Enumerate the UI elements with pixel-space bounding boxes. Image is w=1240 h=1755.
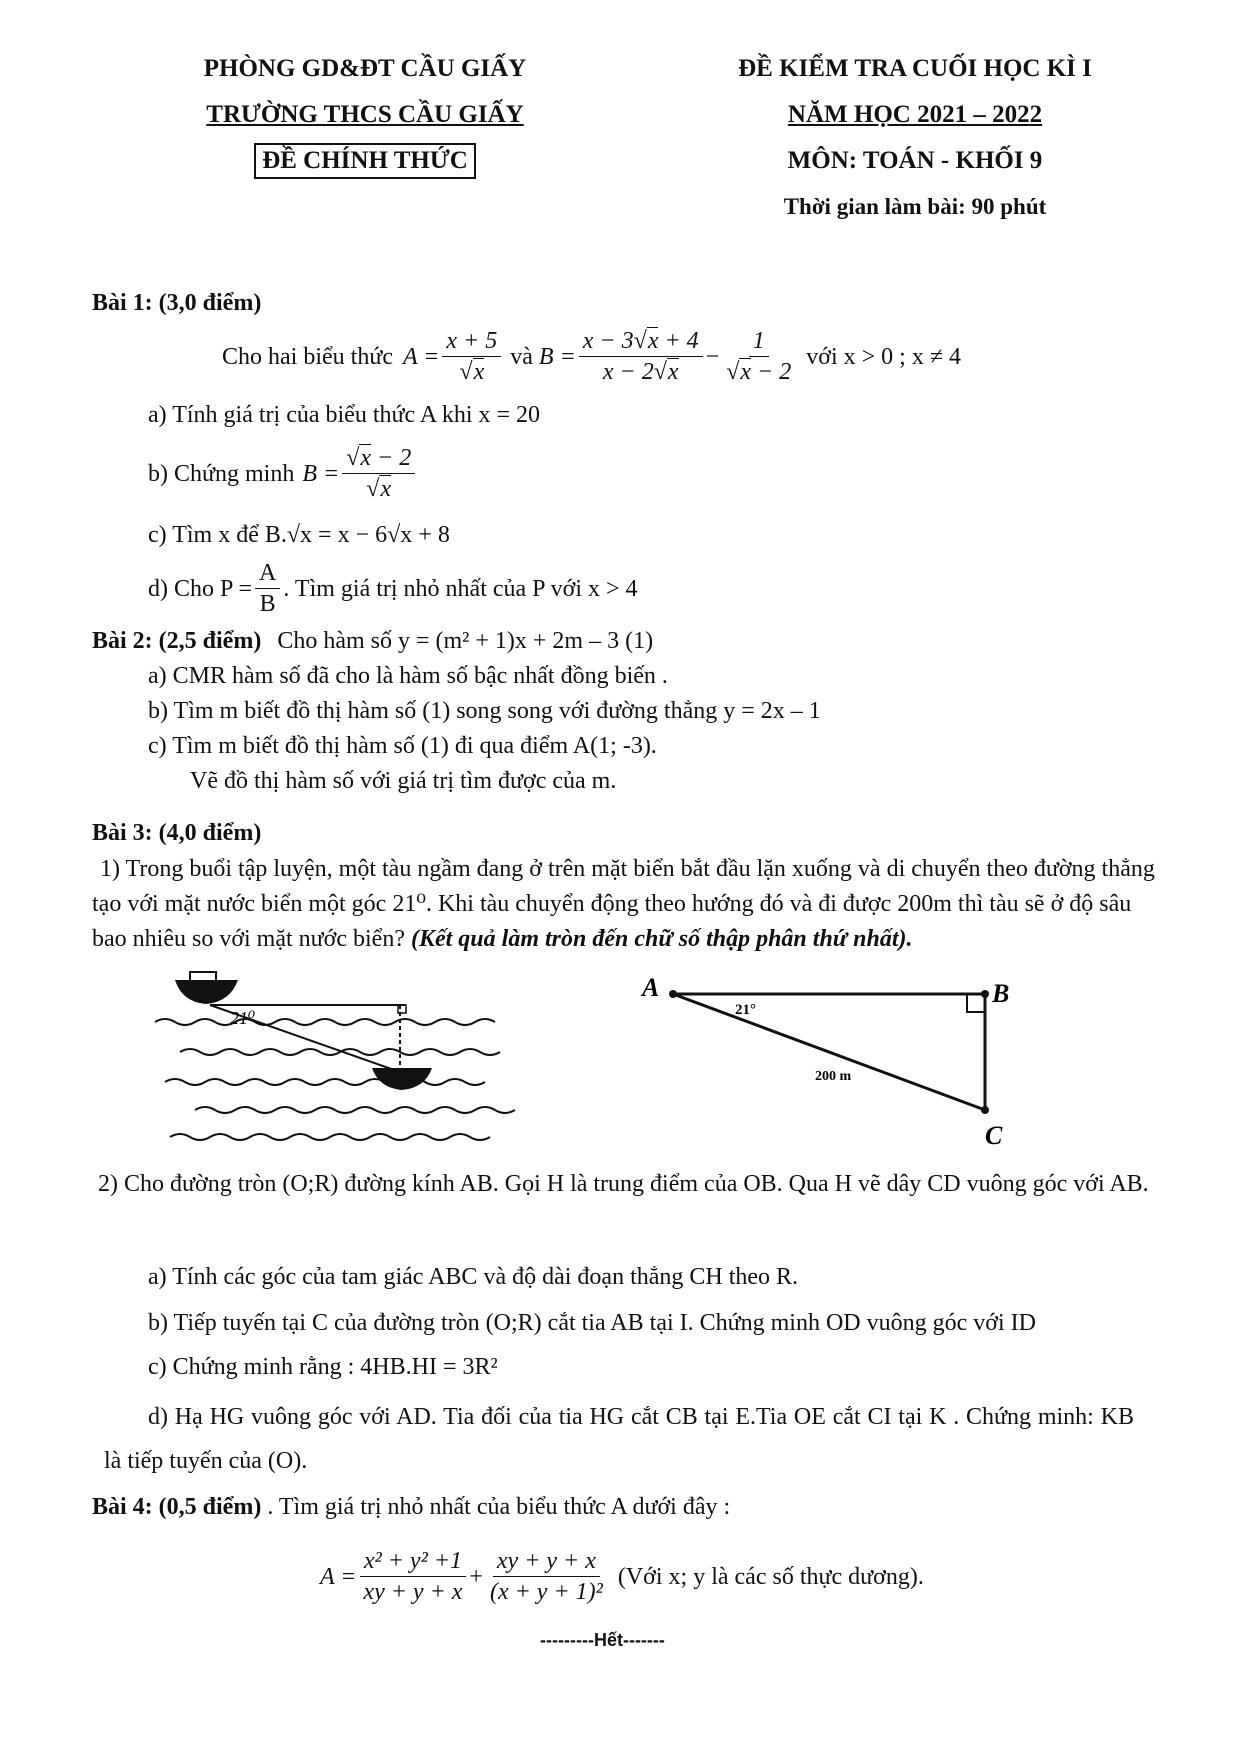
dept-name: PHÒNG GD&ĐT CẦU GIẤY xyxy=(203,55,527,82)
segment-ac xyxy=(673,994,985,1110)
bai1-intro: Cho hai biểu thức xyxy=(222,343,393,370)
official-label: ĐỀ CHÍNH THỨC xyxy=(254,143,476,179)
bai4-expression: A = $\frac{\text{x² + y² +1}}{xy + y + x}$ + $\frac{xy + y + x}{\text{(x + y + 1)²}}$ (Với x; y là các số thực dương). xyxy=(320,1548,924,1605)
bai2-b: b) Tìm m biết đồ thị hàm số (1) song song với đường thẳng y = 2x – 1 xyxy=(148,698,821,724)
bai1-d-suffix: . Tìm giá trị nhỏ nhất của P với x > 4 xyxy=(283,575,638,602)
bai3-p1-note: (Kết quả làm tròn đến chữ số thập phân thứ nhất). xyxy=(410,926,913,952)
bai1-c: c) Tìm x để B.√x = x − 6√x + 8 xyxy=(148,522,450,548)
bai3-p2-c: c) Chứng minh rằng : 4HB.HI = 3R² xyxy=(148,1354,498,1380)
bai4-intro: . Tìm giá trị nhỏ nhất của biểu thức A dưới đây : xyxy=(267,1494,731,1520)
bai1-and: và xyxy=(510,343,533,370)
bai1-b-prefix: b) Chứng minh xyxy=(148,460,295,487)
bai4-line xyxy=(92,1492,730,1522)
point-a xyxy=(669,990,677,998)
bai2-line xyxy=(92,626,653,656)
wave-lines xyxy=(155,1019,515,1140)
label-a: A xyxy=(642,973,660,1002)
bai1-d-prefix: d) Cho P = xyxy=(148,575,252,602)
triangle-angle-label: 21° xyxy=(735,1002,756,1018)
submarine-bottom-icon xyxy=(372,1068,432,1090)
exam-title: ĐỀ KIỂM TRA CUỐI HỌC KÌ I xyxy=(738,55,1092,82)
duration: Thời gian làm bài: 90 phút xyxy=(783,194,1047,219)
subject: MÔN: TOÁN - KHỐI 9 xyxy=(787,147,1043,174)
bai3-p2-d: d) Hạ HG vuông góc với AD. Tia đối của tia HG cắt CB tại E.Tia OE cắt CI tại K . Chứng minh: KB là tiếp tuyến của (O). xyxy=(104,1404,1134,1474)
bai3-heading: Bài 3: (4,0 điểm) xyxy=(92,820,262,846)
bai3-p2-b: b) Tiếp tuyến tại C của đường tròn (O;R) cắt tia AB tại I. Chứng minh OD vuông góc với ID xyxy=(148,1310,1036,1336)
bai3-p1 xyxy=(92,852,1162,957)
bai4-heading: Bài 4: (0,5 điểm) xyxy=(92,1494,262,1520)
school-name: TRƯỜNG THCS CẦU GIẤY xyxy=(206,101,524,128)
triangle-length-label: 200 m xyxy=(815,1069,852,1084)
triangle-figure xyxy=(640,960,1020,1150)
submarine-top-tower xyxy=(190,972,216,981)
header-right xyxy=(690,46,1140,230)
bai1-b: b) Chứng minh B = $\frac{√x - 2}{√x}$ xyxy=(148,445,418,502)
school-year: NĂM HỌC 2021 – 2022 xyxy=(787,101,1043,128)
bai1-d: d) Cho P = $\frac{A}{B}$ . Tìm giá trị nhỏ nhất của P với x > 4 xyxy=(148,560,638,617)
bai1-heading: Bài 1: (3,0 điểm) xyxy=(92,290,262,316)
point-c xyxy=(981,1106,989,1114)
label-b: B xyxy=(992,979,1010,1008)
bai1-a: a) Tính giá trị của biểu thức A khi x = 20 xyxy=(148,402,541,428)
bai3-p2-a: a) Tính các góc của tam giác ABC và độ dài đoạn thẳng CH theo R. xyxy=(148,1264,799,1290)
header-left xyxy=(180,46,550,184)
bai1-condition: với x > 0 ; x ≠ 4 xyxy=(806,343,961,370)
bai3-p1-text: 1) Trong buổi tập luyện, một tàu ngầm đang ở trên mặt biển bắt đầu lặn xuống và di chuyển theo đường thẳng tạo với mặt nước biển một góc 21⁰. Khi tàu chuyển động theo hướng đó và đi được 200m thì tàu sẽ ở độ sâu bao nhiêu so với mặt nước biển? xyxy=(92,856,1155,952)
footer-end: ---------Hết------- xyxy=(540,1630,665,1650)
bai1-expressions: Cho hai biểu thức A = $\frac{x + 5}{√x}$ và B = $\frac{x - 3√x + 4}{x - 2√x}$ − $\frac{1}{√x - 2}$ với x > 0 ; x ≠ 4 xyxy=(222,328,961,385)
bai2-a: a) CMR hàm số đã cho là hàm số bậc nhất đồng biến . xyxy=(148,663,668,689)
bai2-c: c) Tìm m biết đồ thị hàm số (1) đi qua điểm A(1; -3). xyxy=(148,733,657,759)
bai2-heading: Bài 2: (2,5 điểm) xyxy=(92,628,262,654)
submarine-top-icon xyxy=(175,980,238,1004)
bai2-c2: Vẽ đồ thị hàm số với giá trị tìm được của m. xyxy=(190,768,617,794)
submarine-figure xyxy=(150,960,580,1150)
label-c: C xyxy=(985,1121,1003,1150)
submarine-angle-label: 21⁰ xyxy=(230,1008,256,1028)
bai3-p2-intro: 2) Cho đường tròn (O;R) đường kính AB. Gọi H là trung điểm của OB. Qua H vẽ dây CD vuông góc với AB. xyxy=(98,1171,1149,1197)
point-b xyxy=(981,990,989,998)
bai4-note: (Với x; y là các số thực dương). xyxy=(617,1563,924,1590)
bai2-intro: Cho hàm số y = (m² + 1)x + 2m – 3 (1) xyxy=(277,628,654,654)
